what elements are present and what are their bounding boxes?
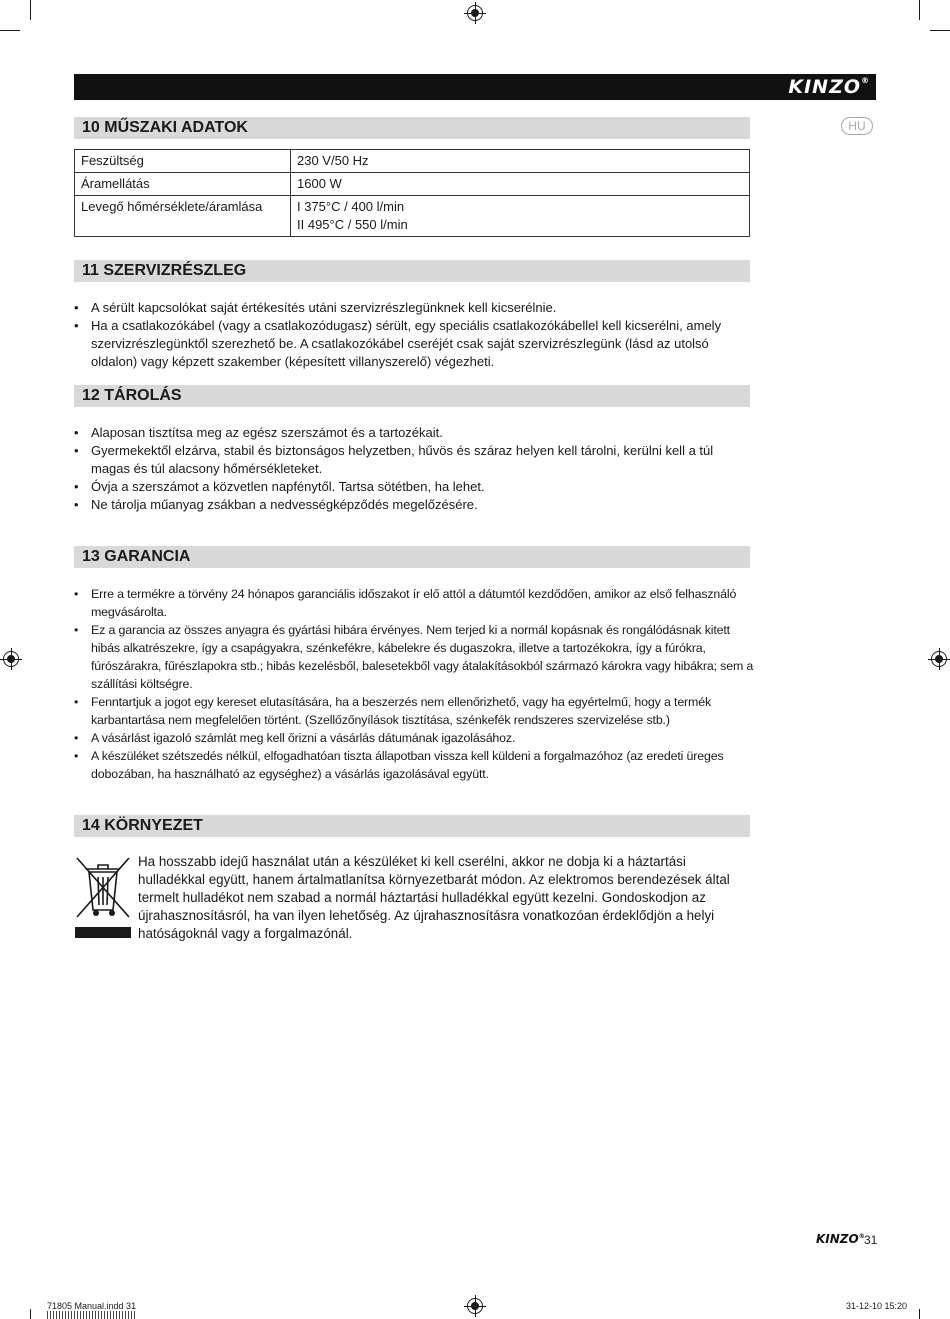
spec-label: Levegő hőmérséklete/áramlása xyxy=(75,196,291,237)
list-item: • Ez a garancia az összes anyagra és gyártási hibára érvényes. Nem terjed ki a normál kopásnak és rongálódásnak kitett hibás alkatrészekre, így a csapágyakra, szénkefékre, kábelekre és dugaszokra, illetve a tartozékokra, így a fúrókra, fúrószárakra, fűrészlapokra stb.; hibás kezelésből, balesetekből vagy átalakításokból származó károkra vagy hibákra; sem a szállítási költségre. xyxy=(74,621,754,693)
list-item: • Erre a termékre a törvény 24 hónapos garanciális időszakot ír elő attól a dátumtól kezdődően, amikor az első felhasználó megvásárolta. xyxy=(74,585,754,621)
section-title-storage: 12 TÁROLÁS xyxy=(74,385,750,407)
storage-list xyxy=(74,424,754,514)
brand-logo: KINZO® xyxy=(788,76,870,98)
registration-mark-icon xyxy=(467,1298,483,1314)
list-item: • Alaposan tisztítsa meg az egész szerszámot és a tartozékait. xyxy=(74,424,754,442)
registration-mark-icon xyxy=(3,651,19,667)
language-badge: HU xyxy=(841,117,873,135)
crop-mark xyxy=(919,0,920,20)
crop-mark xyxy=(0,30,20,31)
table-row xyxy=(75,150,750,173)
list-item: • A vásárlást igazoló számlát meg kell őrizni a vásárlás dátumának igazolásához. xyxy=(74,729,754,747)
header-bar xyxy=(74,74,876,100)
specs-table xyxy=(74,149,750,237)
print-barcode xyxy=(47,1311,137,1319)
section-title-specs: 10 MŰSZAKI ADATOK xyxy=(74,117,750,139)
section-title-service: 11 SZERVIZRÉSZLEG xyxy=(74,260,750,282)
list-item: • Óvja a szerszámot a közvetlen napfénytől. Tartsa sötétben, ha lehet. xyxy=(74,478,754,496)
environment-text: Ha hosszabb idejű használat után a készüléket ki kell cserélni, akkor ne dobja ki a háztartási hulladékkal együtt, hanem ártalmatlanítsa környezetbarát módon. Az elektromos berendezések által termelt hulladékot nem szabad a normál háztartási hulladékkal együtt kezelni. Gondoskodjon az újrahasznosításról, ha van ilyen lehetőség. Az újrahasznosításra vonatkozóan érdeklődjön a helyi hatóságoknál vagy a forgalmazónál. xyxy=(138,854,730,941)
list-item: • Fenntartjuk a jogot egy kereset elutasítására, ha a beszerzés nem ellenőrizhető, vagy ha egyértelmű, hogy a termék karbantartása nem megfelelően történt. (Szellőzőnyílások tisztítása, szénkefék rendszeres szervizelése stb.) xyxy=(74,693,754,729)
registration-mark-icon xyxy=(467,5,483,21)
crop-mark xyxy=(930,30,950,31)
spec-label: Áramellátás xyxy=(75,173,291,196)
print-slug-file: 71805 Manual.indd 31 xyxy=(47,1301,137,1311)
spec-value: 1600 W xyxy=(291,173,750,196)
footer-brand-logo: KINZO® xyxy=(816,1232,865,1246)
spec-label: Feszültség xyxy=(75,150,291,173)
section-title-warranty: 13 GARANCIA xyxy=(74,546,750,568)
registration-mark-icon xyxy=(931,651,947,667)
crop-mark xyxy=(30,0,31,20)
list-item: • A készüléket szétszedés nélkül, elfogadhatóan tiszta állapotban vissza kell küldeni a forgalmazóhoz (az eredeti üreges dobozában, ha használható az egységhez) a vásárlás igazolásával együtt. xyxy=(74,747,754,783)
crop-mark xyxy=(30,1309,31,1319)
spec-value: 230 V/50 Hz xyxy=(291,150,750,173)
table-row xyxy=(75,196,750,237)
spec-value: I 375°C / 400 l/min II 495°C / 550 l/min xyxy=(291,196,750,237)
list-item: • Gyermekektől elzárva, stabil és biztonságos helyzetben, hűvös és száraz helyen kell tárolni, kerülni kell a túl magas és túl alacsony hőmérsékleteket. xyxy=(74,442,754,478)
print-slug-date: 31-12-10 15:20 xyxy=(846,1301,908,1311)
service-list xyxy=(74,299,754,371)
crossed-out-wheelie-bin-icon xyxy=(74,855,132,941)
page-number: 31 xyxy=(864,1233,878,1247)
table-row xyxy=(75,173,750,196)
list-item: • A sérült kapcsolókat saját értékesítés utáni szervizrészlegünknek kell kicserélnie. xyxy=(74,299,754,317)
warranty-list xyxy=(74,585,754,783)
section-title-environment: 14 KÖRNYEZET xyxy=(74,815,750,837)
crop-mark xyxy=(919,1309,920,1319)
list-item: • Ne tárolja műanyag zsákban a nedvességképződés megelőzésére. xyxy=(74,496,754,514)
list-item: • Ha a csatlakozókábel (vagy a csatlakozódugasz) sérült, egy speciális csatlakozókábellel kell kicserélni, amely szervizrészlegünktől szerezhető be. A csatlakozókábel cseréjét csak saját szervizrészlegünk (lásd az utolsó oldalon) vagy képzett szakember (képesített villanyszerelő) végezheti. xyxy=(74,317,754,371)
